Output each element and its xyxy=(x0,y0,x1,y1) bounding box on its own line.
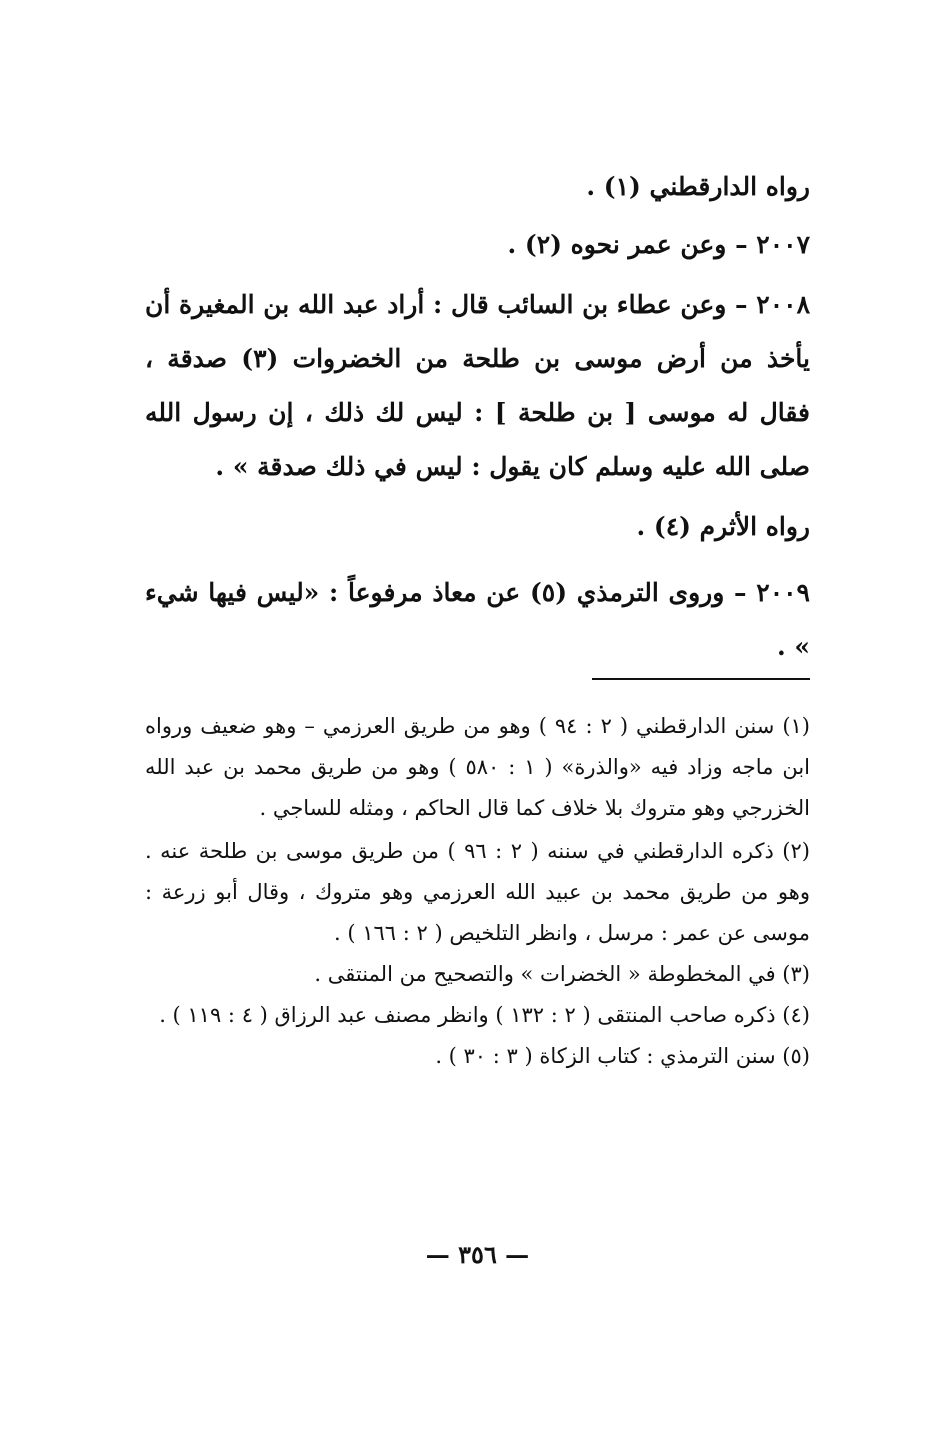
footnotes xyxy=(145,706,810,1077)
footnote-4: (٤) ذكره صاحب المنتقى ( ٢ : ١٣٢ ) وانظر مصنف عبد الرزاق ( ٤ : ١١٩ ) . xyxy=(159,1003,810,1027)
footnote-5: (٥) سنن الترمذي : كتاب الزكاة ( ٣ : ٣٠ ) . xyxy=(435,1044,810,1068)
footnote-2: (٢) ذكره الدارقطني في سننه ( ٢ : ٩٦ ) من طريق موسى بن طلحة عنه . وهو من طريق محمد بن عبيد الله العرزمي وهو متروك ، وقال أبو زرعة : موسى عن عمر : مرسل ، وانظر التلخيص ( ٢ : ١٦٦ ) . xyxy=(145,839,810,945)
hadith-2009: ٢٠٠٩ – وروى الترمذي (٥) عن معاذ مرفوعاً : «ليس فيها شيء » . xyxy=(145,578,810,661)
narration-athram: رواه الأثرم (٤) . xyxy=(636,512,810,541)
hadith-2007: ٢٠٠٧ – وعن عمر نحوه (٢) . xyxy=(507,230,810,259)
page-number: — ٣٥٦ — xyxy=(425,1240,530,1269)
hadith-2008: ٢٠٠٨ – وعن عطاء بن السائب قال : أراد عبد الله بن المغيرة أن يأخذ من أرض موسى بن طلحة من الخضروات (٣) صدقة ، فقال له موسى [ بن طلحة ] : ليس لك ذلك ، إن رسول الله صلى الله عليه وسلم كان يقول : ليس في ذلك صدقة » . xyxy=(145,290,810,481)
footnote-3: (٣) في المخطوطة « الخضرات » والتصحيح من المنتقى . xyxy=(314,962,810,986)
narration-line: رواه الدارقطني (١) . xyxy=(586,172,810,201)
footnote-divider xyxy=(592,678,810,680)
book-page xyxy=(145,0,810,1445)
main-text xyxy=(145,158,810,674)
footnote-1: (١) سنن الدارقطني ( ٢ : ٩٤ ) وهو من طريق العرزمي – وهو ضعيف ورواه ابن ماجه وزاد فيه «والذرة» ( ١ : ٥٨٠ ) وهو من طريق محمد بن عبد الله الخزرجي وهو متروك بلا خلاف كما قال الحاكم ، ومثله للساجي . xyxy=(145,714,811,820)
